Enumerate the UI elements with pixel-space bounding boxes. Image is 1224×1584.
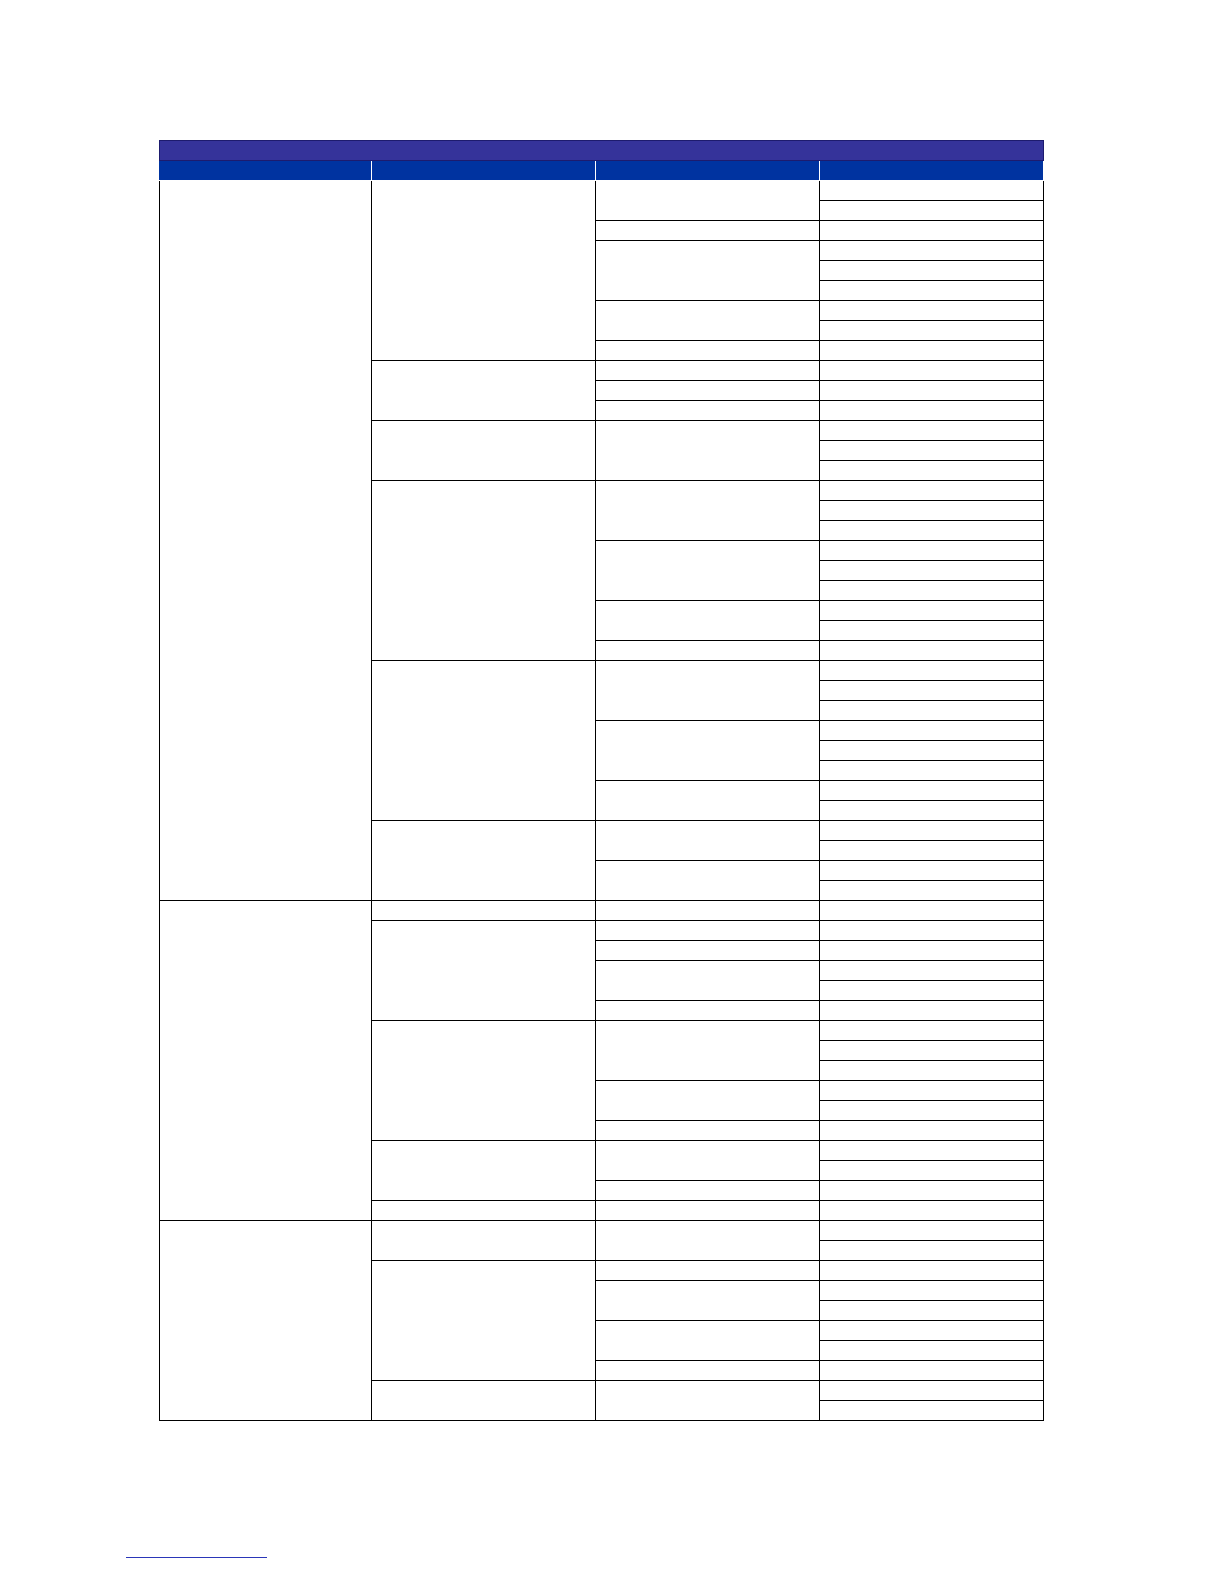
value-cell [820,701,1044,721]
item-cell [596,721,820,781]
item-cell [596,481,820,541]
value-cell [820,1041,1044,1061]
value-cell [820,361,1044,381]
item-cell [596,1201,820,1221]
value-cell [820,421,1044,441]
value-cell [820,761,1044,781]
item-cell [596,1281,820,1321]
value-cell [820,781,1044,801]
value-cell [820,1381,1044,1401]
value-cell [820,1061,1044,1081]
value-cell [820,301,1044,321]
group-cell [160,1221,372,1421]
value-cell [820,1001,1044,1021]
value-cell [820,341,1044,361]
value-cell [820,1301,1044,1321]
item-cell [596,821,820,861]
item-cell [596,861,820,901]
item-cell [596,1001,820,1021]
value-cell [820,401,1044,421]
item-cell [596,1141,820,1181]
item-cell [596,1381,820,1421]
value-cell [820,981,1044,1001]
item-cell [596,601,820,641]
item-cell [596,1221,820,1261]
value-cell [820,661,1044,681]
value-cell [820,1201,1044,1221]
item-cell [596,221,820,241]
subgroup-cell [372,1141,596,1201]
value-cell [820,821,1044,841]
item-cell [596,301,820,341]
subgroup-cell [372,421,596,481]
value-cell [820,1101,1044,1121]
value-cell [820,481,1044,501]
value-cell [820,1321,1044,1341]
value-cell [820,221,1044,241]
value-cell [820,861,1044,881]
subgroup-cell [372,1381,596,1421]
value-cell [820,1261,1044,1281]
value-cell [820,1281,1044,1301]
value-cell [820,941,1044,961]
hierarchy-table [159,140,1044,1421]
value-cell [820,1241,1044,1261]
item-cell [596,541,820,601]
table-header-row [160,161,1044,181]
item-cell [596,961,820,1001]
value-cell [820,641,1044,661]
column-header [820,161,1044,181]
item-cell [596,941,820,961]
table-title [160,141,1044,161]
column-header [372,161,596,181]
footnote-separator [126,1557,267,1558]
value-cell [820,801,1044,821]
value-cell [820,1161,1044,1181]
value-cell [820,921,1044,941]
item-cell [596,781,820,821]
value-cell [820,581,1044,601]
group-cell [160,181,372,901]
item-cell [596,1261,820,1281]
item-cell [596,1121,820,1141]
value-cell [820,321,1044,341]
item-cell [596,341,820,361]
value-cell [820,541,1044,561]
table-row [160,901,1044,921]
item-cell [596,1321,820,1361]
value-cell [820,1221,1044,1241]
value-cell [820,1081,1044,1101]
subgroup-cell [372,1221,596,1261]
subgroup-cell [372,1201,596,1221]
item-cell [596,1021,820,1081]
value-cell [820,201,1044,221]
value-cell [820,1401,1044,1421]
column-header [596,161,820,181]
subgroup-cell [372,1021,596,1141]
item-cell [596,901,820,921]
value-cell [820,881,1044,901]
item-cell [596,401,820,421]
value-cell [820,1341,1044,1361]
value-cell [820,241,1044,261]
table-body [160,181,1044,1421]
value-cell [820,521,1044,541]
item-cell [596,1081,820,1121]
value-cell [820,621,1044,641]
subgroup-cell [372,361,596,421]
value-cell [820,281,1044,301]
item-cell [596,361,820,381]
value-cell [820,461,1044,481]
item-cell [596,641,820,661]
subgroup-cell [372,1261,596,1381]
value-cell [820,1121,1044,1141]
table-title-row [160,141,1044,161]
item-cell [596,381,820,401]
subgroup-cell [372,901,596,921]
value-cell [820,601,1044,621]
subgroup-cell [372,481,596,661]
table-row [160,1221,1044,1241]
item-cell [596,1181,820,1201]
value-cell [820,441,1044,461]
item-cell [596,421,820,481]
subgroup-cell [372,181,596,361]
value-cell [820,1181,1044,1201]
item-cell [596,1361,820,1381]
value-cell [820,381,1044,401]
subgroup-cell [372,921,596,1021]
value-cell [820,681,1044,701]
table-row [160,181,1044,201]
value-cell [820,1141,1044,1161]
item-cell [596,241,820,301]
value-cell [820,181,1044,201]
value-cell [820,501,1044,521]
value-cell [820,261,1044,281]
value-cell [820,1361,1044,1381]
column-header [160,161,372,181]
group-cell [160,901,372,1221]
item-cell [596,921,820,941]
value-cell [820,561,1044,581]
value-cell [820,1021,1044,1041]
value-cell [820,721,1044,741]
value-cell [820,841,1044,861]
subgroup-cell [372,661,596,821]
item-cell [596,181,820,221]
value-cell [820,901,1044,921]
item-cell [596,661,820,721]
subgroup-cell [372,821,596,901]
value-cell [820,741,1044,761]
value-cell [820,961,1044,981]
